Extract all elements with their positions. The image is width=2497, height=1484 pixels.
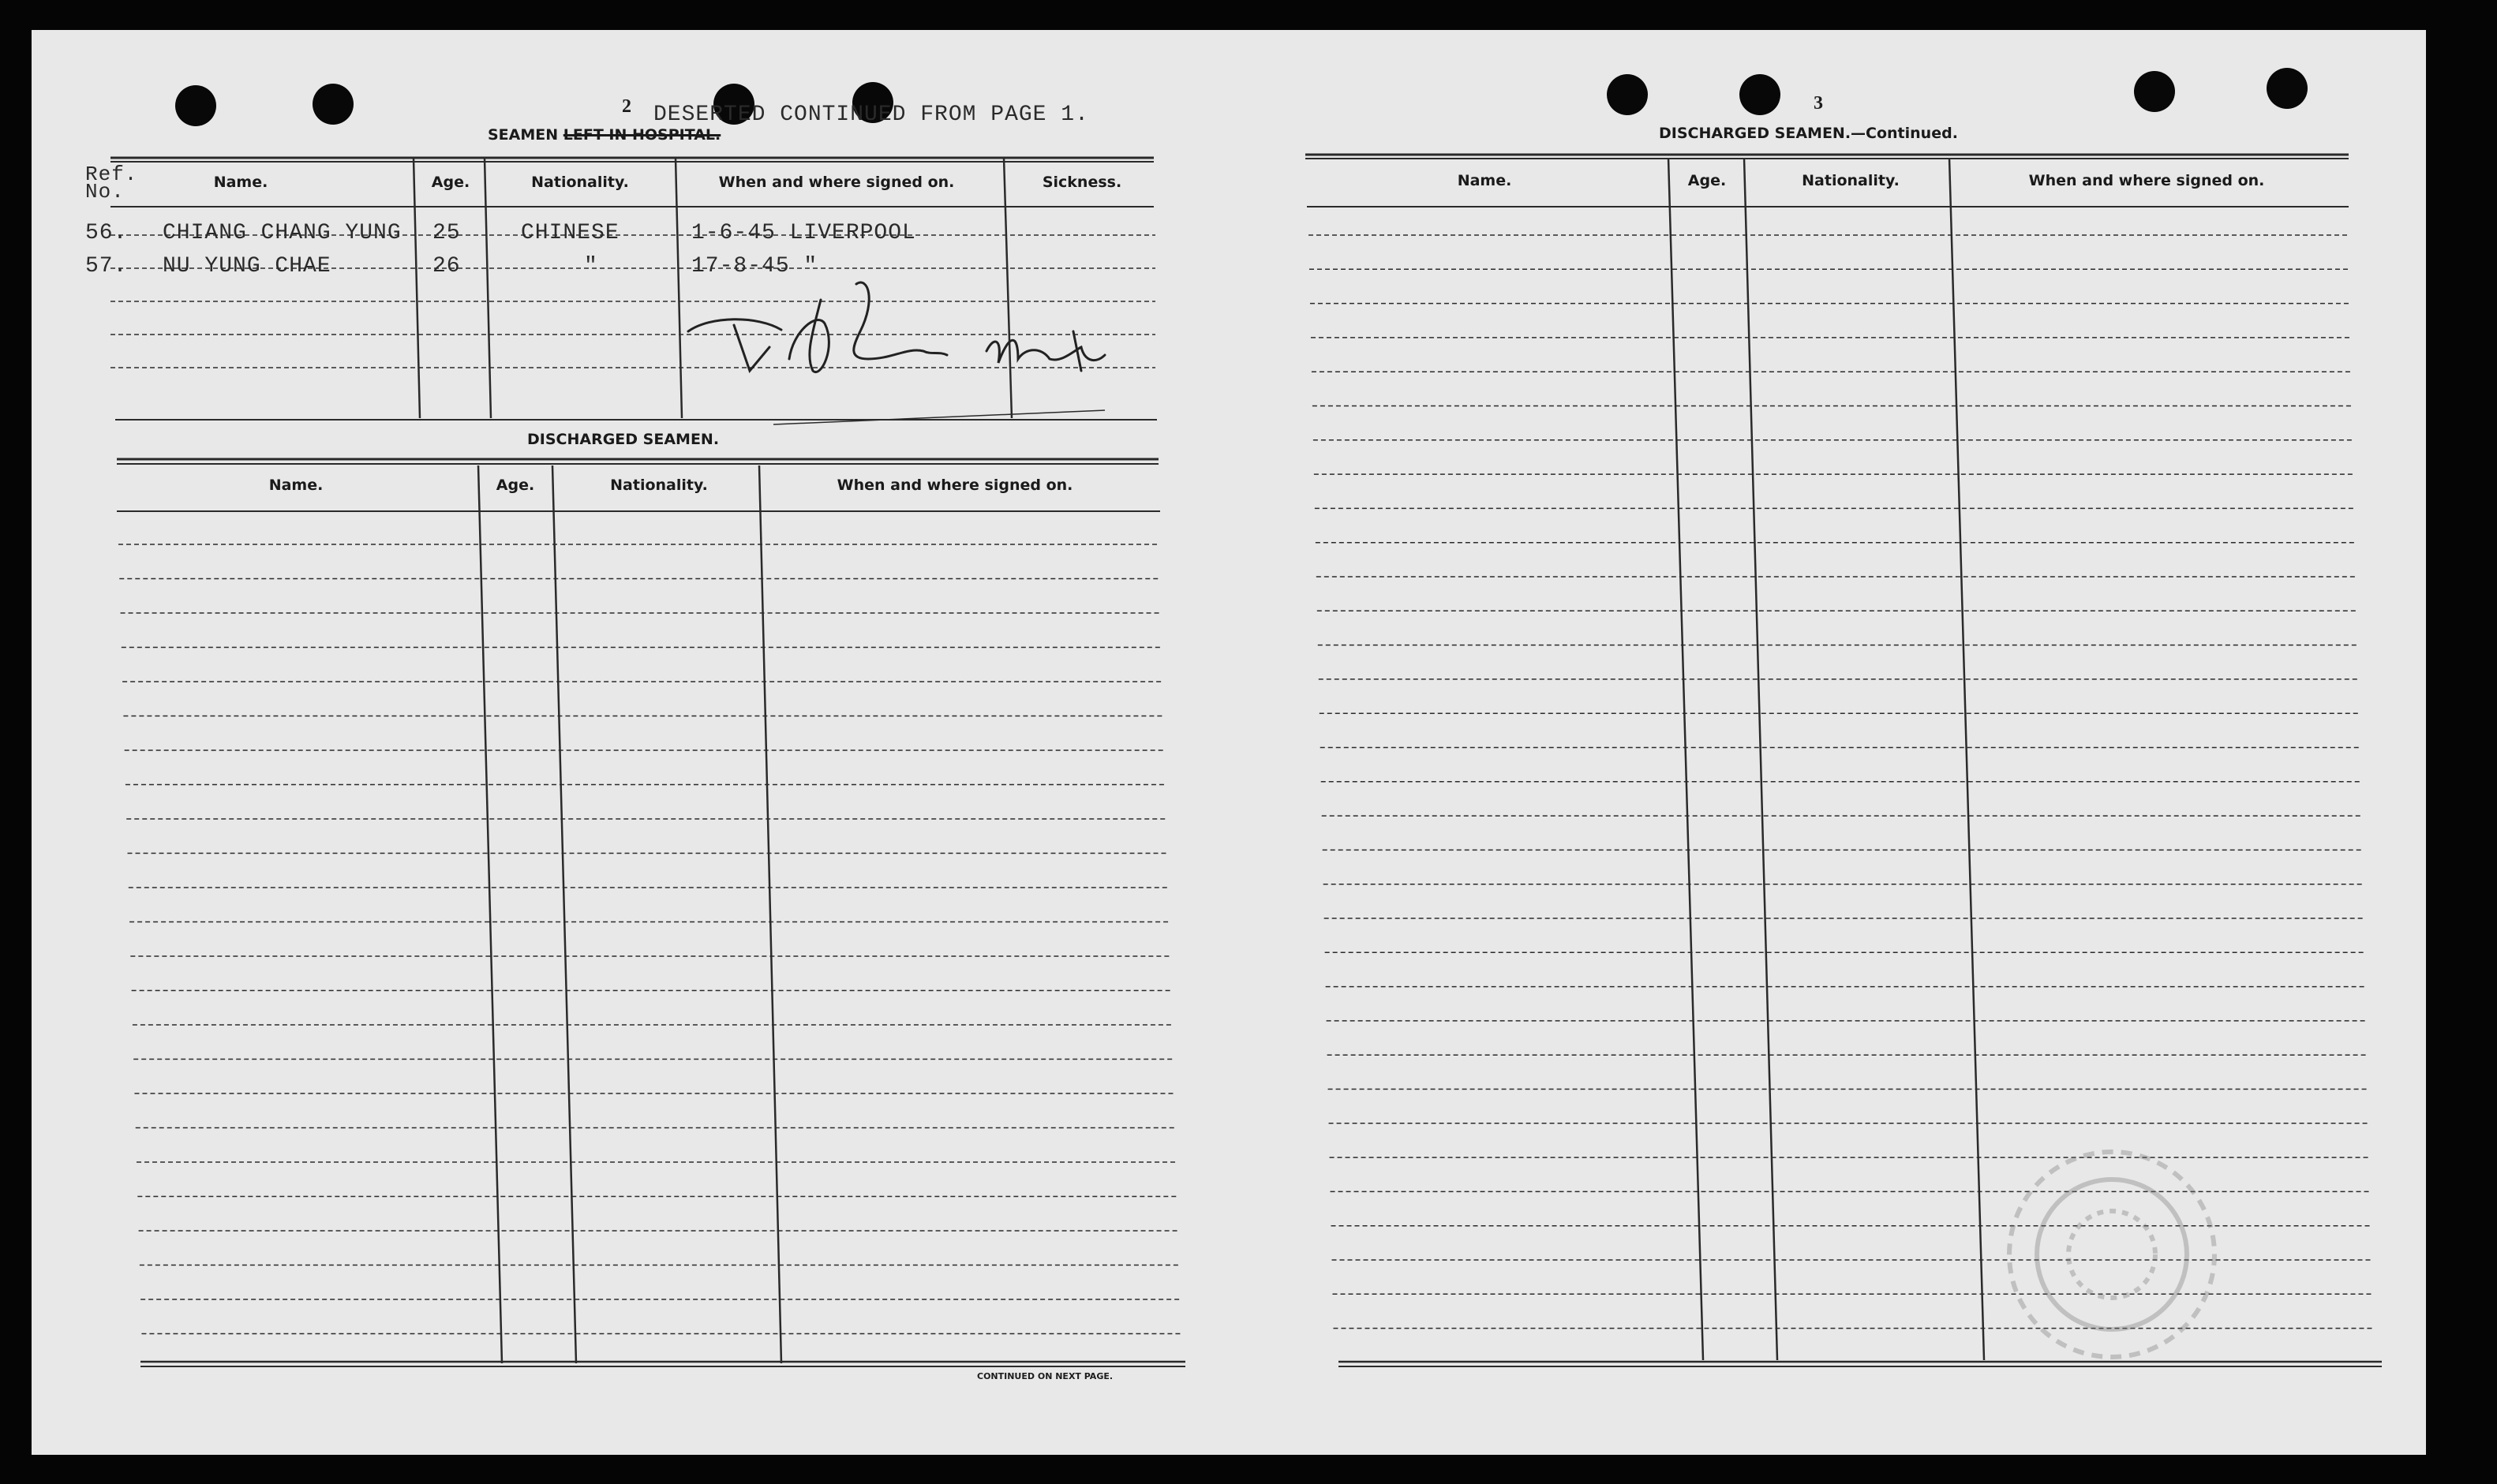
row-nationality: CHINESE xyxy=(521,221,620,245)
right-page-number: 3 xyxy=(1814,93,1823,114)
section-title-struck: LEFT IN HOSPITAL. xyxy=(563,126,721,144)
col-header-age: Age. xyxy=(431,174,470,191)
row-age: 25 xyxy=(432,221,461,245)
right-col-name: Name. xyxy=(1457,172,1512,189)
continued-footer: CONTINUED ON NEXT PAGE. xyxy=(977,1371,1114,1381)
row-nationality: " xyxy=(584,254,598,278)
right-col-nationality: Nationality. xyxy=(1802,172,1900,189)
discharged-col-signed-on: When and where signed on. xyxy=(837,477,1073,494)
right-col-signed-on: When and where signed on. xyxy=(2028,172,2265,189)
discharged-col-name: Name. xyxy=(268,477,324,494)
right-col-age: Age. xyxy=(1687,172,1727,189)
row-ref: 57. xyxy=(85,254,128,278)
col-header-sickness: Sickness. xyxy=(1042,174,1122,191)
row-ref: 56. xyxy=(85,221,128,245)
discharged-col-nationality: Nationality. xyxy=(610,477,708,494)
right-section-title: DISCHARGED SEAMEN.—Continued. xyxy=(1659,125,1958,142)
discharged-title: DISCHARGED SEAMEN. xyxy=(527,431,720,448)
row-name: CHIANG CHANG YUNG xyxy=(163,221,402,245)
row-name: NU YUNG CHAE xyxy=(163,254,331,278)
col-header-nationality: Nationality. xyxy=(531,174,629,191)
col-header-signed-on: When and where signed on. xyxy=(718,174,955,191)
typed-heading: DESERTED CONTINUED FROM PAGE 1. xyxy=(653,103,1089,127)
col-header-name: Name. xyxy=(213,174,268,191)
ref-label: Ref. No. xyxy=(85,163,138,204)
left-page-number: 2 xyxy=(622,96,631,117)
row-age: 26 xyxy=(432,254,461,278)
row-signed-on: 17-8-45 " xyxy=(691,254,818,278)
section-title-prefix: SEAMEN xyxy=(488,126,559,144)
row-signed-on: 1-6-45 LIVERPOOL xyxy=(691,221,916,245)
discharged-col-age: Age. xyxy=(496,477,535,494)
